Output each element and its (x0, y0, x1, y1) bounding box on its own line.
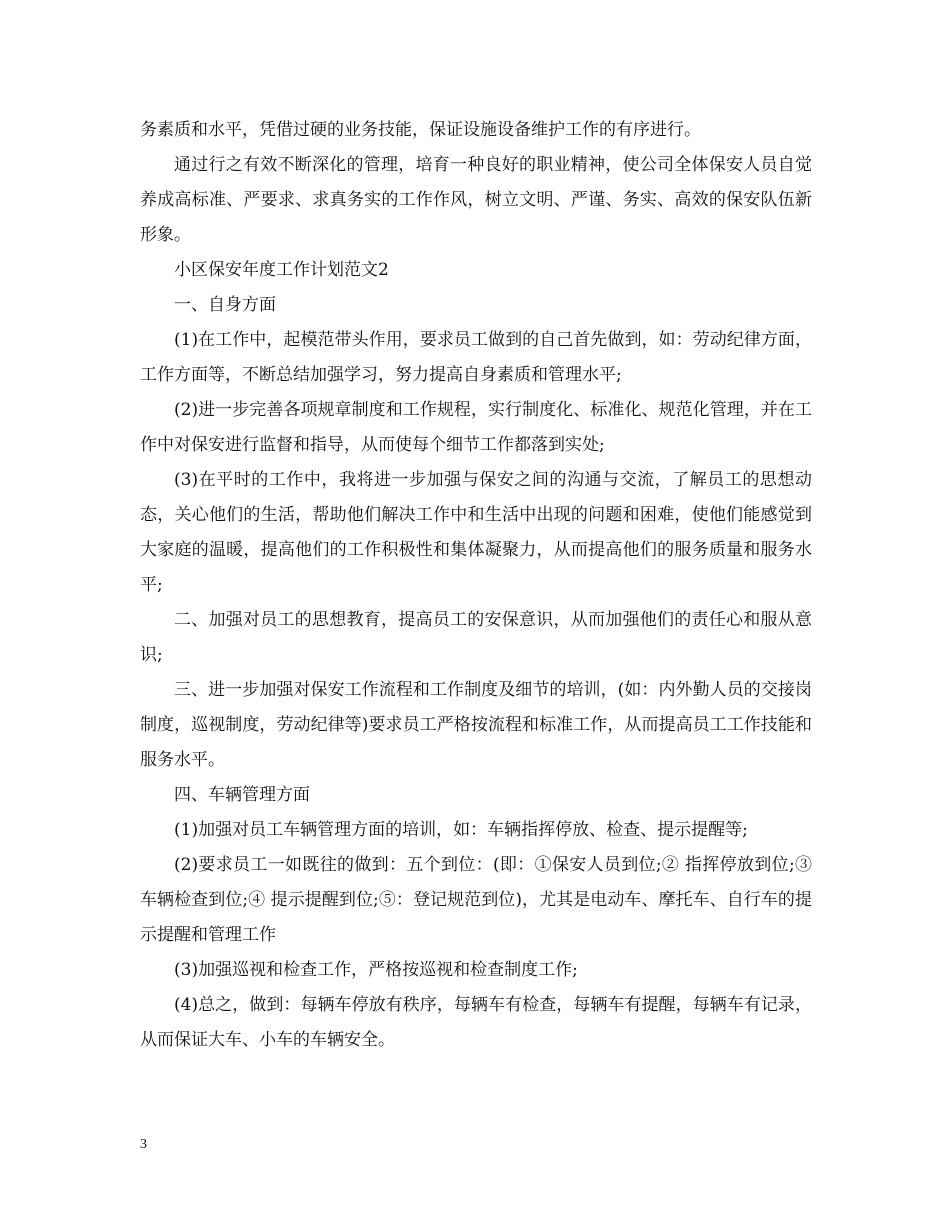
document-body (140, 113, 812, 1058)
section-heading: 四、车辆管理方面 (174, 785, 310, 805)
paragraph: (3)在平时的工作中，我将进一步加强与保安之间的沟通与交流，了解员工的思想动态，关心他们的生活，帮助他们解决工作中和生活中出现的问题和困难，使他们能感觉到大家庭的温暖，提高他们的工作积极性和集体凝聚力，从而提高他们的服务质量和服务水平; (140, 470, 812, 595)
paragraph: (2)进一步完善各项规章制度和工作规程，实行制度化、标准化、规范化管理，并在工作中对保安进行监督和指导，从而使每个细节工作都落到实处; (140, 400, 812, 455)
paragraph: 二、加强对员工的思想教育，提高员工的安保意识，从而加强他们的责任心和服从意识; (140, 610, 812, 665)
paragraph: 三、进一步加强对保安工作流程和工作制度及细节的培训，(如：内外勤人员的交接岗制度，巡视制度，劳动纪律等)要求员工严格按流程和标准工作，从而提高员工工作技能和服务水平。 (140, 680, 812, 770)
paragraph: (4)总之，做到：每辆车停放有秩序，每辆车有检查，每辆车有提醒，每辆车有记录，从而保证大车、小车的车辆安全。 (140, 995, 812, 1050)
page-number: 3 (140, 1137, 147, 1152)
paragraph: (1)在工作中，起模范带头作用，要求员工做到的自己首先做到，如：劳动纪律方面，工作方面等，不断总结加强学习，努力提高自身素质和管理水平; (140, 330, 812, 385)
section-title: 小区保安年度工作计划范文2 (174, 260, 389, 280)
section-heading: 一、自身方面 (174, 295, 276, 315)
paragraph: (2)要求员工一如既往的做到：五个到位：(即：①保安人员到位;② 指挥停放到位;③ 车辆检查到位;④ 提示提醒到位;⑤：登记规范到位)，尤其是电动车、摩托车、自行车的提示提醒和管理工作 (140, 855, 812, 945)
paragraph: 通过行之有效不断深化的管理，培育一种良好的职业精神，使公司全体保安人员自觉养成高标准、严要求、求真务实的工作作风，树立文明、严谨、务实、高效的保安队伍新形象。 (140, 155, 812, 245)
paragraph: 务素质和水平，凭借过硬的业务技能，保证设施设备维护工作的有序进行。 (140, 120, 701, 140)
paragraph: (3)加强巡视和检查工作，严格按巡视和检查制度工作; (174, 960, 578, 980)
paragraph: (1)加强对员工车辆管理方面的培训，如：车辆指挥停放、检查、提示提醒等; (174, 820, 748, 840)
